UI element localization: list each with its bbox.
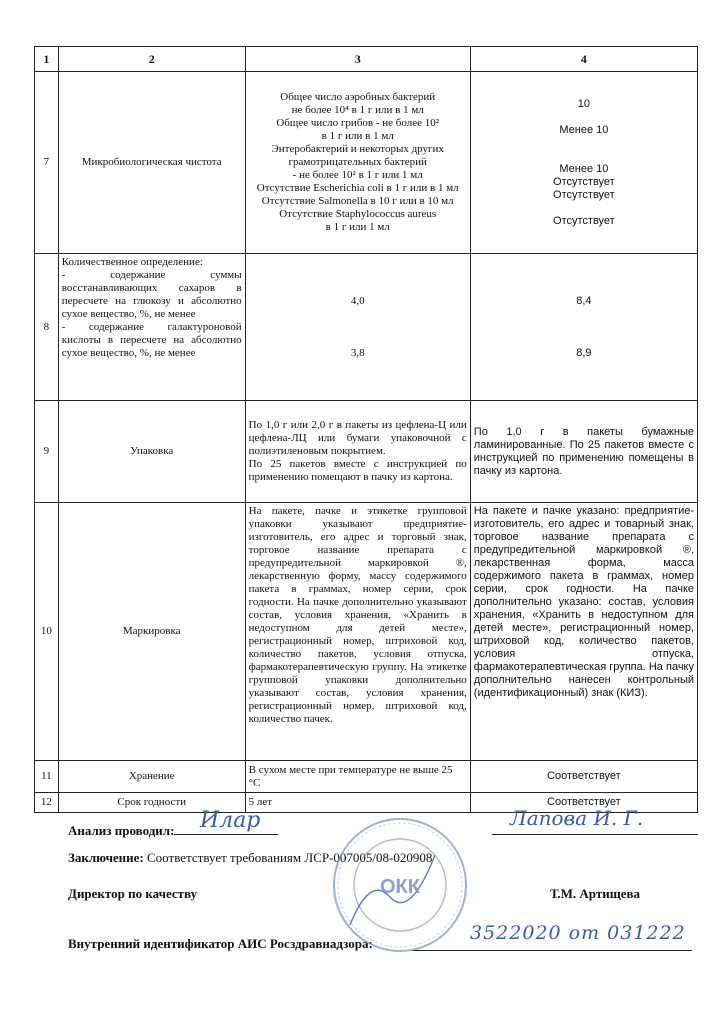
requirement-cell: 5 лет — [245, 793, 470, 813]
req-line: Отсутствие Staphylococcus aureus — [279, 208, 437, 220]
row-number: 7 — [35, 72, 59, 254]
requirement-cell — [245, 72, 470, 254]
id-label: Внутренний идентификатор АИС Росздравнадзора: — [68, 936, 373, 951]
requirement-cell: По 1,0 г или 2,0 г в пакеты из цефлена-Ц или цефлена-ЛЦ или бумаги упаковочной с полиэтиленовым покрытием. По 25 пакетов вместе с инструкцией по применению помещают в пачку из картона. — [245, 401, 470, 503]
header-col-3: 3 — [245, 47, 470, 72]
req-line: Энтеробактерий и некоторых других — [271, 143, 444, 155]
requirement-cell — [245, 254, 470, 401]
result-line: 10 — [577, 97, 591, 110]
result-value: 8,9 — [576, 346, 592, 359]
row-name: Маркировка — [58, 503, 245, 761]
conclusion-label: Заключение: — [68, 850, 144, 865]
result-line: Менее 10 — [559, 123, 609, 136]
organization-stamp — [330, 815, 470, 955]
req-value: 3,8 — [350, 346, 365, 359]
result-value: 8,4 — [576, 294, 592, 307]
result-line: Отсутствует — [553, 188, 615, 201]
req-line: Общее число аэробных бактерий — [280, 91, 436, 103]
result-line: Отсутствует — [553, 214, 615, 227]
analyst-name-line — [492, 834, 698, 835]
row-name: Количественное определение: - содержание суммы восстанавливающих сахаров в пересчете на глюкозу и абсолютно сухое вещество, %, не менее - содержание галактуроновой кислоты в пересчете на абсолютно сухое вещество, %, не менее — [58, 254, 245, 401]
result-cell: Соответствует — [470, 761, 697, 793]
requirement-cell: В сухом месте при температуре не выше 25 °С — [245, 761, 470, 793]
table-row — [35, 503, 698, 761]
result-cell — [470, 72, 697, 254]
header-col-1: 1 — [35, 47, 59, 72]
req-line: Общее число грибов - не более 10² — [276, 117, 440, 129]
results-table — [34, 46, 698, 813]
result-line: Отсутствует — [553, 175, 615, 188]
requirement-cell: На пакете, пачке и этикетке групповой упаковки указывают предприятие-изготовитель, его адрес и торговый знак, торговое название препарата с предупредительной маркировкой ®, лекарственную форму, массу содержимого пакета в граммах, номер серии, срок годности. На пачке дополнительно указывают состав, условия хранения, «Хранить в недоступном для детей месте», регистрационный номер, штриховой код, количество пакетов, условия отпуска, фармакотерапевтическую группу. На этикетке групповой упаковки дополнительно указывают состав, условия хранения, регистрационный номер, штриховой код, количество пачек. — [245, 503, 470, 761]
req-line: Отсутствие Escherichia coli в 1 г или в 1 мл — [256, 182, 459, 194]
req-value: 4,0 — [350, 294, 365, 307]
table-row — [35, 401, 698, 503]
table-header-row — [35, 47, 698, 72]
result-cell: По 1,0 г в пакеты бумажные ламинированные. По 25 пакетов вместе с инструкцией по применению помещены в пачку из картона. — [470, 401, 697, 503]
director-label: Директор по качеству — [68, 886, 198, 901]
director-name: Т.М. Артищева — [550, 886, 640, 901]
header-col-2: 2 — [58, 47, 245, 72]
req-line: в 1 г или в 1 мл — [321, 130, 394, 142]
req-line: в 1 г или 1 мл — [325, 221, 390, 233]
row-name: Упаковка — [58, 401, 245, 503]
row-name: Микробиологическая чистота — [58, 72, 245, 254]
analyst-signature: Илар — [200, 808, 261, 833]
conclusion-text: Соответствует требованиям ЛСР-007005/08-020908 — [147, 850, 433, 865]
result-line: Менее 10 — [559, 162, 609, 175]
row-name: Хранение — [58, 761, 245, 793]
result-cell: На пакете и пачке указано: предприятие-изготовитель, его адрес и товарный знак, торговое название препарата с предупредительной маркировкой ®, лекарственная форма, масса содержимого пакета в граммах, номер серии, срок годности. На пачке дополнительно указано: состав, условия хранения, «Хранить в недоступном для детей месте», регистрационный номер, штриховой код, количество пакетов, условия отпуска, фармакотерапевтическая группа. На пачку дополнительно нанесен контрольный (идентификационный) знак (КИЗ). — [470, 503, 697, 761]
row-number: 12 — [35, 793, 59, 813]
req-line: - не более 10² в 1 г или 1 мл — [292, 169, 423, 181]
req-line: грамотрицательных бактерий — [288, 156, 427, 168]
stamp-text: ОКК — [380, 876, 420, 898]
req-line: не более 10⁴ в 1 г или в 1 мл — [291, 104, 424, 116]
row-number: 10 — [35, 503, 59, 761]
table-row — [35, 72, 698, 254]
table-row — [35, 254, 698, 401]
analysis-label: Анализ проводил: — [68, 823, 175, 838]
row-number: 9 — [35, 401, 59, 503]
analyst-name: Лапова И. Г. — [510, 806, 644, 830]
table-row — [35, 761, 698, 793]
result-cell: Соответствует — [470, 793, 697, 813]
row-number: 11 — [35, 761, 59, 793]
req-line: Отсутствие Salmonella в 10 г или в 10 мл — [261, 195, 454, 207]
row-number: 8 — [35, 254, 59, 401]
row-name: Срок годности — [58, 793, 245, 813]
header-col-4: 4 — [470, 47, 697, 72]
result-cell — [470, 254, 697, 401]
id-value: 3522020 от 031222 — [470, 922, 686, 944]
